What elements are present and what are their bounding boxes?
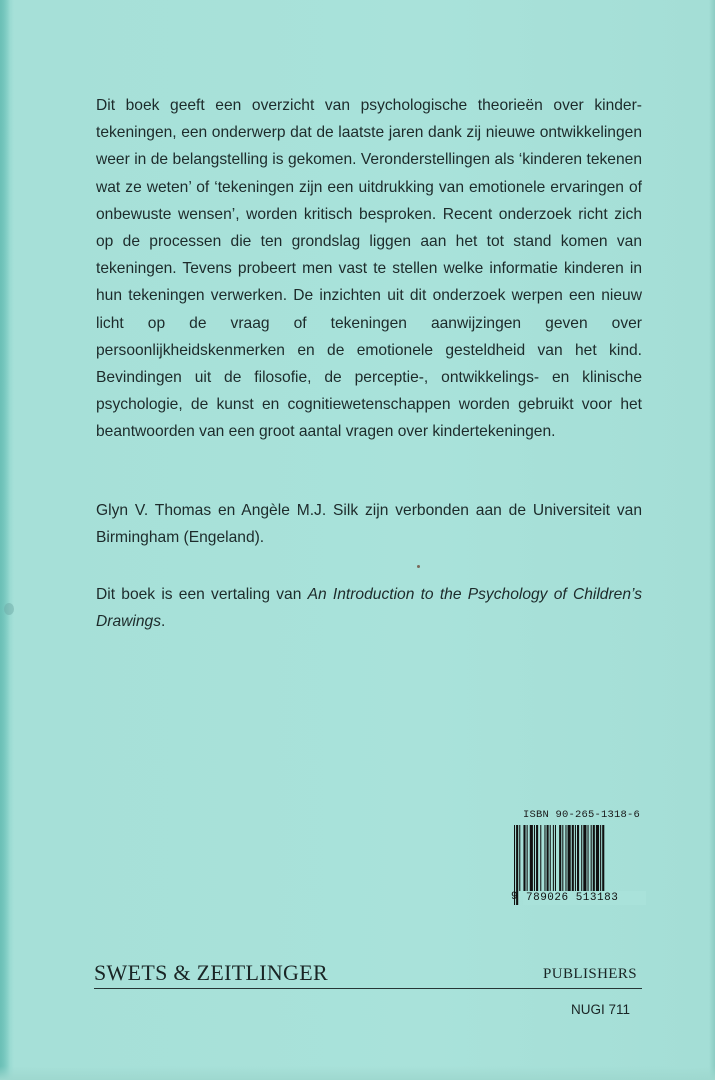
smudge-mark [4, 603, 14, 615]
spine-shadow [0, 0, 10, 1080]
barcode-bar [527, 825, 528, 891]
translation-suffix: . [161, 613, 166, 631]
barcode-number [511, 885, 643, 907]
barcode-bar [565, 825, 566, 891]
translation-note [96, 581, 642, 635]
barcode-bar [553, 825, 554, 891]
barcode-bar [534, 825, 535, 891]
barcode-bar [572, 825, 574, 891]
book-description: Dit boek geeft een overzicht van psychologische theorieën over kindertekeningen, een onderwerp dat de laatste jaren dank zij nieuwe ontwikkelingen weer in de belangstelling is gekomen. Veronderstellingen als ‘kinderen tekenen wat ze weten’ of ‘tekeningen zijn een uitdrukking van emotionele ervaringen of onbewuste wensen’, worden kritisch besproken. Recent onderzoek richt zich op de processen die ten grondslag liggen aan het tot stand komen van tekeningen. Tevens probeert men vast te stellen welke informatie kinderen in hun tekeningen verwerken. De inzichten uit dit onderzoek werpen een nieuw licht op de vraag of tekeningen aanwijzingen geven over persoonlijkheidskenmerken en de emotionele gesteldheid van het kind. Bevindingen uit de filosofie, de perceptie-, ontwikkelings- en klinische psychologie, de kunst en cognitiewetenschappen worden gebruikt voor het beantwoorden van een groot aantal vragen over kindertekeningen. [96, 97, 642, 441]
barcode-bar [568, 825, 571, 891]
barcode-bar [519, 825, 520, 891]
barcode-bar [577, 825, 579, 891]
publishers-label: PUBLISHERS [543, 966, 638, 982]
barcode-bar [593, 825, 595, 891]
barcode-bar [596, 825, 599, 891]
divider [94, 988, 642, 989]
barcode-bar [547, 825, 549, 891]
barcode-bar [591, 825, 592, 891]
barcode-bar [581, 825, 582, 891]
author-info: Glyn V. Thomas en Angèle M.J. Silk zijn verbonden aan de Universiteit van Birmingham (Engeland). [96, 502, 642, 547]
translation-prefix: Dit boek is een vertaling van [96, 586, 308, 603]
bottom-edge [0, 1066, 715, 1080]
barcode-bar [523, 825, 525, 891]
barcode-bar [550, 825, 551, 891]
barcode-bar [544, 825, 545, 891]
barcode-bar [583, 825, 586, 891]
barcode-digits: 789026 513183 [523, 891, 646, 905]
nugi-code: NUGI 711 [571, 1002, 631, 1017]
barcode-bar [536, 825, 538, 891]
page-edge [709, 0, 715, 1080]
speck [417, 565, 420, 568]
isbn-label: ISBN 90-265-1318-6 [523, 809, 641, 821]
original-title: An Introduction to the Psychology of Children’s Drawings [96, 586, 642, 631]
barcode-bar [588, 825, 589, 891]
barcode-bar [530, 825, 533, 891]
barcode-bar [555, 825, 556, 891]
barcode-first-digit: 9 [511, 891, 518, 903]
barcode-bar [540, 825, 541, 891]
barcode-bar [575, 825, 576, 891]
publisher-name: SWETS & ZEITLINGER [94, 960, 328, 985]
barcode-bar [600, 825, 601, 891]
